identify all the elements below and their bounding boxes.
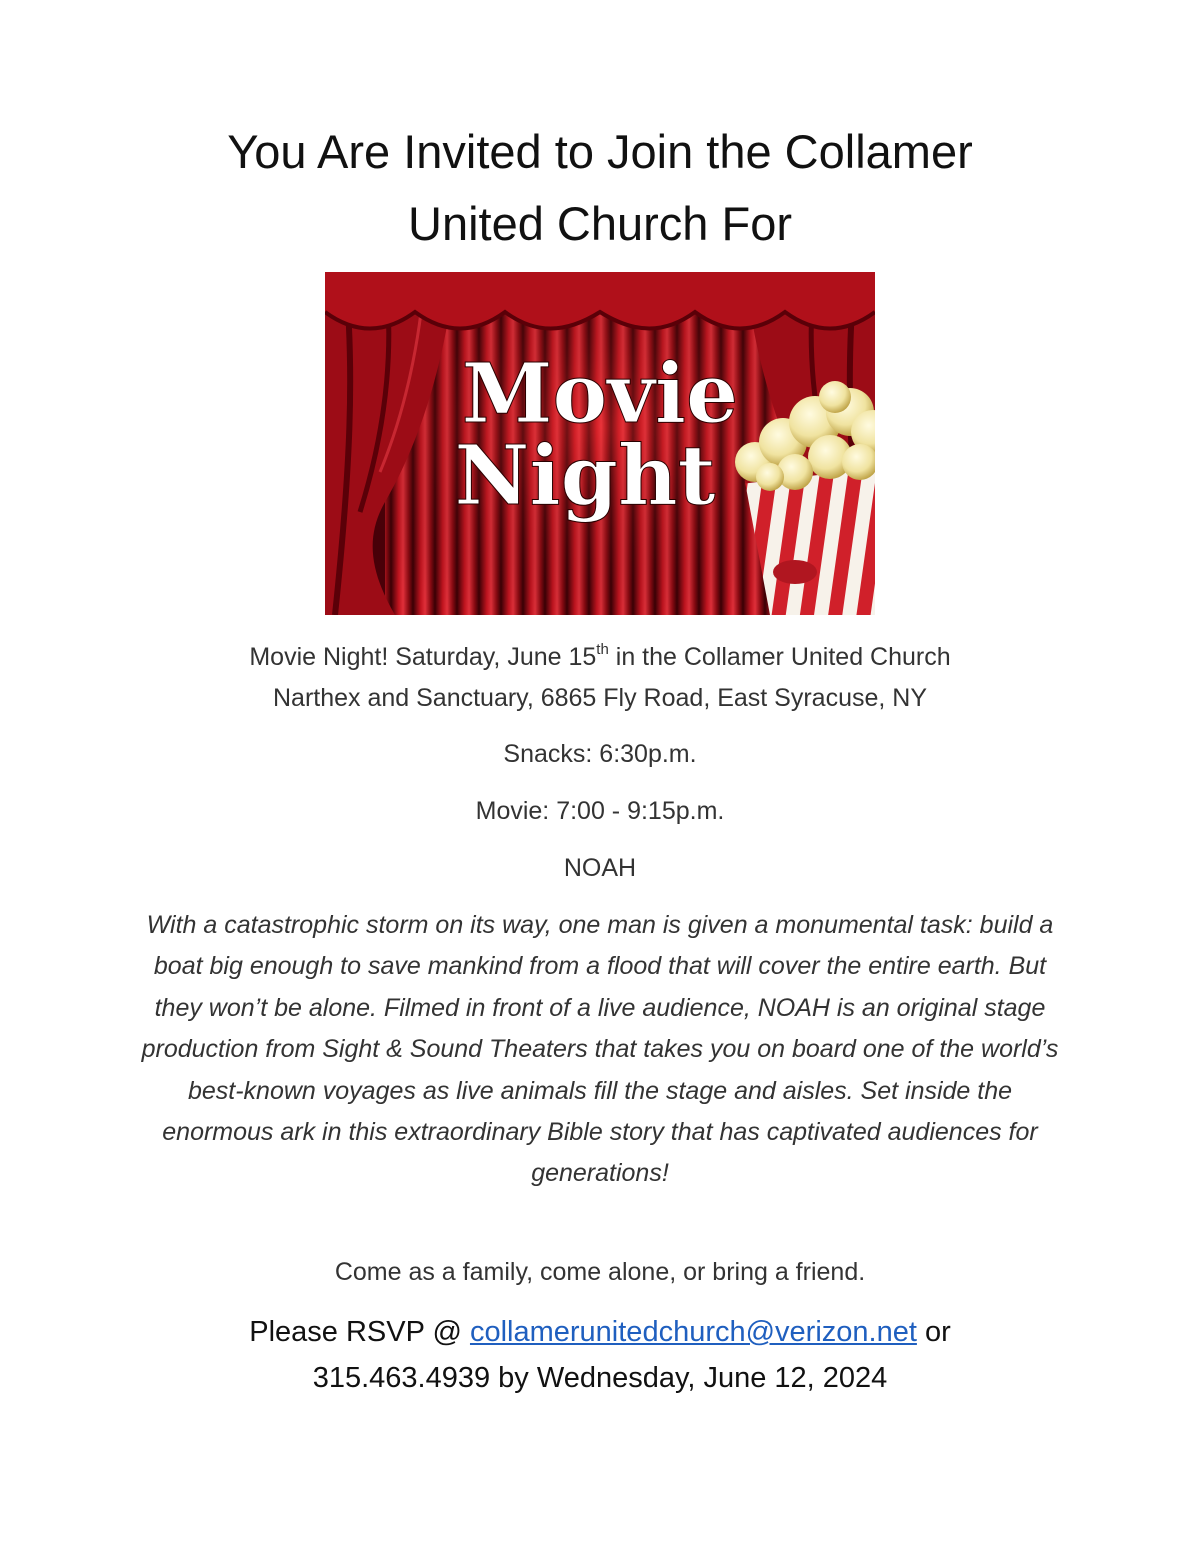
rsvp-phone-deadline: 315.463.4939 by Wednesday, June 12, 2024: [312, 1362, 888, 1394]
event-location: Narthex and Sanctuary, 6865 Fly Road, East Syracuse, NY: [272, 684, 928, 712]
film-title: NOAH: [563, 854, 637, 882]
rsvp-mid: or: [916, 1316, 951, 1348]
banner-text-night: Night: [454, 428, 716, 524]
rsvp-prefix: Please RSVP @: [249, 1316, 470, 1348]
title-line-2: United Church For: [408, 197, 792, 250]
snacks-time: Snacks: 6:30p.m.: [503, 740, 697, 768]
event-details: [100, 637, 1100, 719]
title-line-1: You Are Invited to Join the Collamer: [227, 125, 973, 178]
movie-time: Movie: 7:00 - 9:15p.m.: [475, 797, 725, 825]
ordinal-suffix: th: [596, 640, 609, 658]
rsvp-section: [100, 1309, 1100, 1401]
film-synopsis: With a catastrophic storm on its way, one man is given a monumental task: build a boat big enough to save mankind from a flood that will cover the entire earth. But they won’t be alone. Filmed in front of a live audience, NOAH is an original stage production from Sight & Sound Theaters that takes you on board one of the world’s best-known voyages as live animals fill the stage and aisles. Set inside the enormous ark in this extraordinary Bible story that has captivated audiences for generations!: [141, 911, 1059, 1188]
event-intro-rest: in the Collamer United Church: [608, 643, 951, 671]
invite-line: Come as a family, come alone, or bring a friend.: [334, 1258, 866, 1286]
movie-night-banner: [325, 272, 875, 615]
invitation-title: [100, 116, 1100, 260]
event-intro: Movie Night! Saturday, June 15: [249, 643, 597, 671]
rsvp-email-link[interactable]: collamerunitedchurch@verizon.net: [469, 1316, 917, 1348]
banner-text-movie: Movie: [461, 346, 739, 442]
